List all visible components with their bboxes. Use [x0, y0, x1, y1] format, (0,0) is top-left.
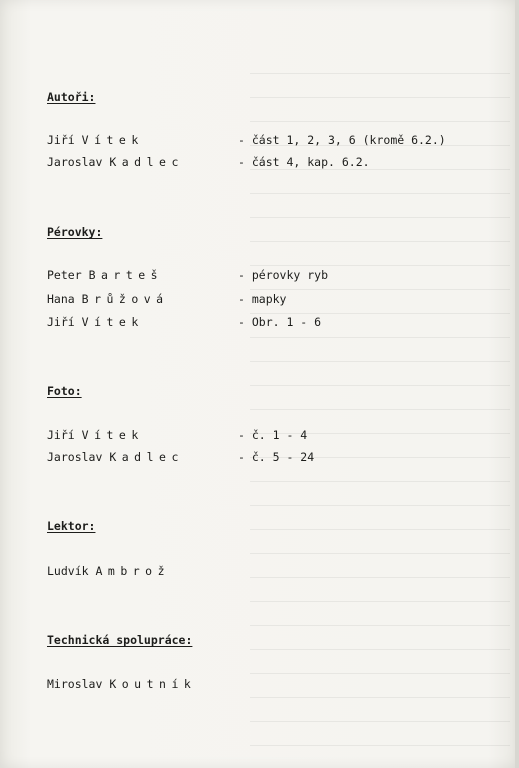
heading-authors: Autoři:	[47, 90, 96, 104]
author-last-name: Kadlec	[109, 155, 184, 169]
drawings-first-name: Hana	[47, 292, 75, 306]
drawings-name-3	[47, 315, 144, 329]
drawings-role-3: - Obr. 1 - 6	[238, 315, 322, 329]
technical-name	[47, 677, 196, 691]
drawings-name-2	[47, 292, 169, 306]
photos-first-name: Jaroslav	[47, 450, 103, 464]
heading-technical: Technická spolupráce:	[47, 633, 193, 647]
author-name-2	[47, 155, 184, 169]
drawings-role-2: - mapky	[238, 292, 287, 306]
photos-role-2: - č. 5 - 24	[238, 450, 315, 464]
heading-drawings: Pérovky:	[47, 225, 103, 239]
drawings-first-name: Peter	[47, 268, 82, 282]
heading-photos: Foto:	[47, 384, 82, 398]
heading-reviewer: Lektor:	[47, 519, 96, 533]
drawings-role-1: - pérovky ryb	[238, 268, 329, 282]
drawings-last-name: Vítek	[81, 315, 144, 329]
reviewer-first-name: Ludvík	[47, 564, 89, 578]
photos-last-name: Kadlec	[109, 450, 184, 464]
photos-first-name: Jiří	[47, 428, 75, 442]
technical-last-name: Koutník	[109, 677, 197, 691]
technical-first-name: Miroslav	[47, 677, 103, 691]
reviewer-name	[47, 564, 170, 578]
author-last-name: Vítek	[81, 133, 144, 147]
author-first-name: Jaroslav	[47, 155, 103, 169]
drawings-last-name: Barteš	[88, 268, 164, 282]
photos-last-name: Vítek	[81, 428, 144, 442]
reviewer-last-name: Ambrož	[95, 564, 171, 578]
author-role-1: - část 1, 2, 3, 6 (kromě 6.2.)	[238, 133, 446, 147]
page-edge	[515, 0, 519, 768]
drawings-first-name: Jiří	[47, 315, 75, 329]
photos-role-1: - č. 1 - 4	[238, 428, 308, 442]
photos-name-2	[47, 450, 184, 464]
drawings-last-name: Brůžová	[81, 292, 169, 306]
drawings-name-1	[47, 268, 163, 282]
author-first-name: Jiří	[47, 133, 75, 147]
photos-name-1	[47, 428, 144, 442]
author-role-2: - část 4, kap. 6.2.	[238, 155, 370, 169]
author-name-1	[47, 133, 144, 147]
